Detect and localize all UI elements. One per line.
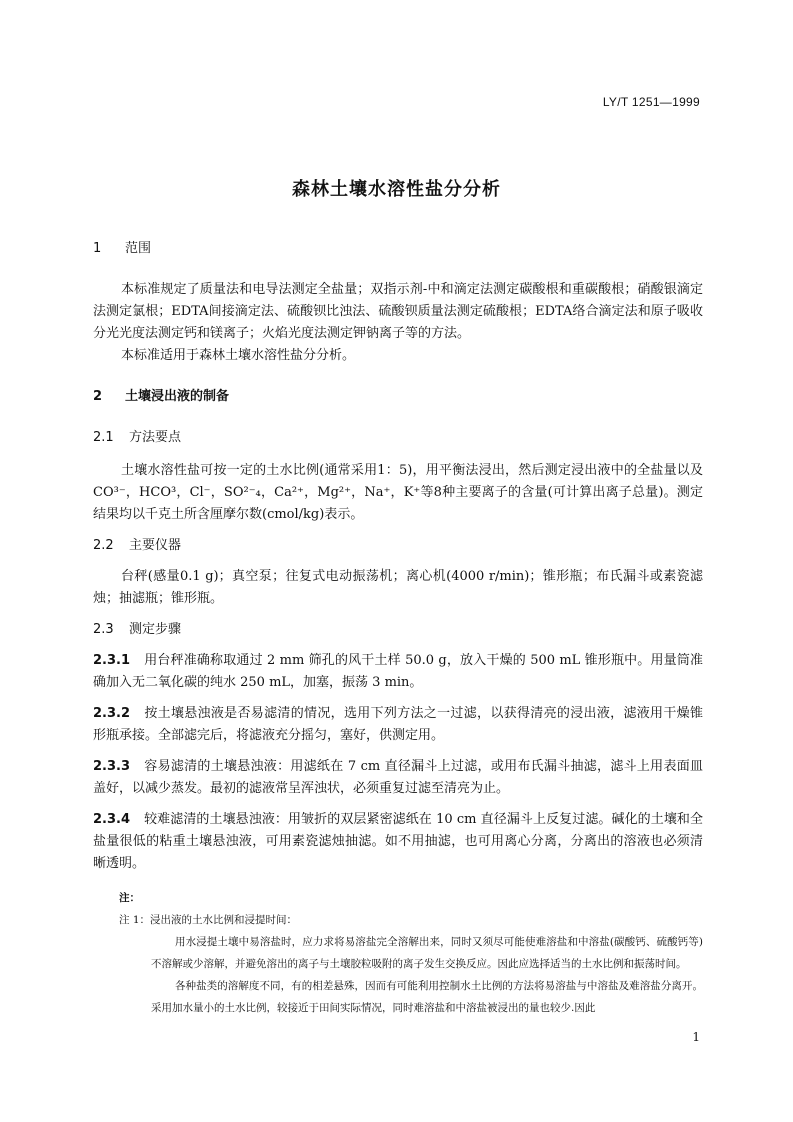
paragraph: 本标准规定了质量法和电导法测定全盐量；双指示剂-中和滴定法测定碳酸根和重碳酸根；硝酸银滴定法测定氯根；EDTA间接滴定法、硫酸钡比浊法、硫酸钡质量法测定硫酸根；EDTA络合滴定法和原子吸收分光光度法测定钙和镁离子；火焰光度法测定钾钠离子等的方法。 bbox=[93, 282, 703, 341]
section-number: 2 bbox=[93, 389, 103, 404]
clause-number: 2.3.1 bbox=[93, 653, 131, 668]
section-title: 范围 bbox=[125, 241, 152, 256]
section-title: 测定步骤 bbox=[129, 622, 182, 637]
section-number: 2.1 bbox=[93, 430, 114, 445]
clause-number: 2.3.4 bbox=[93, 812, 131, 827]
standard-code: LY/T 1251—1999 bbox=[602, 95, 700, 109]
clause-text: 按土壤悬浊液是否易滤清的情况，选用下列方法之一过滤，以获得清亮的浸出液，滤液用干燥锥形瓶承接。全部滤完后，将滤液充分摇匀，塞好，供测定用。 bbox=[93, 706, 703, 743]
clause-text: 用台秤准确称取通过 2 mm 筛孔的风干土样 50.0 g，放入干燥的 500 mL 锥形瓶中。用量筒准确加入无二氧化碳的纯水 250 mL，加塞，振荡 3 min。 bbox=[93, 653, 703, 690]
document-body bbox=[93, 238, 703, 1019]
page-number: 1 bbox=[692, 1030, 700, 1044]
clause-2-3-3 bbox=[93, 756, 703, 800]
clause-2-3-1 bbox=[93, 650, 703, 694]
section-2-heading bbox=[93, 386, 703, 408]
section-2-1-heading bbox=[93, 427, 703, 449]
section-2-2-heading bbox=[93, 535, 703, 557]
paragraph: 本标准适用于森林土壤水溶性盐分分析。 bbox=[121, 348, 356, 363]
section-number: 2.2 bbox=[93, 538, 114, 553]
notes-block bbox=[119, 887, 703, 1019]
note-paragraph: 各种盐类的溶解度不同，有的相差悬殊，因而有可能利用控制水土比例的方法将易溶盐与中溶盐及难溶盐分离开。采用加水量小的土水比例，较接近于田间实际情况，同时难溶盐和中溶盐被浸出的量也较少.因此 bbox=[151, 980, 703, 1014]
note-paragraph: 用水浸提土壤中易溶盐时，应力求将易溶盐完全溶解出来，同时又须尽可能使难溶盐和中溶盐(碳酸钙、硫酸钙等)不溶解或少溶解，并避免溶出的离子与土壤胶粒吸附的离子发生交换反应。因此应选择适当的土水比例和振荡时间。 bbox=[151, 936, 703, 970]
clause-number: 2.3.2 bbox=[93, 706, 131, 721]
paragraph: 台秤(感量0.1 g)；真空泵；往复式电动振荡机；离心机(4000 r/min)；锥形瓶；布氏漏斗或素瓷滤烛；抽滤瓶；锥形瓶。 bbox=[93, 569, 703, 606]
section-1-heading bbox=[93, 238, 703, 260]
clause-text: 较难滤清的土壤悬浊液：用皱折的双层紧密滤纸在 10 cm 直径漏斗上反复过滤。碱化的土壤和全盐量很低的粘重土壤悬浊液，可用素瓷滤烛抽滤。如不用抽滤，也可用离心分离，分离出的溶液也必须清晰透明。 bbox=[93, 812, 703, 871]
clause-2-3-4 bbox=[93, 809, 703, 875]
clause-text: 容易滤清的土壤悬浊液：用滤纸在 7 cm 直径漏斗上过滤，或用布氏漏斗抽滤，滤斗上用表面皿盖好，以减少蒸发。最初的滤液常呈浑浊状，必须重复过滤至清亮为止。 bbox=[93, 759, 703, 796]
notes-label: 注： bbox=[119, 892, 140, 904]
page-title: 森林土壤水溶性盐分分析 bbox=[292, 179, 501, 200]
clause-number: 2.3.3 bbox=[93, 759, 131, 774]
paragraph: 土壤水溶性盐可按一定的土水比例(通常采用1：5)，用平衡法浸出，然后测定浸出液中的全盐量以及CO³⁻，HCO³，Cl⁻，SO²⁻₄，Ca²⁺，Mg²⁺，Na⁺，K⁺等8种主要离子的含量(可计算出离子总量)。测定结果均以千克土所含厘摩尔数(cmol/kg)表示。 bbox=[93, 463, 703, 522]
section-2-3-heading bbox=[93, 619, 703, 641]
section-title: 土壤浸出液的制备 bbox=[125, 389, 230, 404]
section-number: 1 bbox=[93, 241, 102, 256]
section-number: 2.3 bbox=[93, 622, 114, 637]
section-title: 方法要点 bbox=[129, 430, 182, 445]
section-title: 主要仪器 bbox=[129, 538, 182, 553]
note-1-label: 注 1：浸出液的土水比例和浸提时间： bbox=[119, 914, 298, 926]
clause-2-3-2 bbox=[93, 703, 703, 747]
